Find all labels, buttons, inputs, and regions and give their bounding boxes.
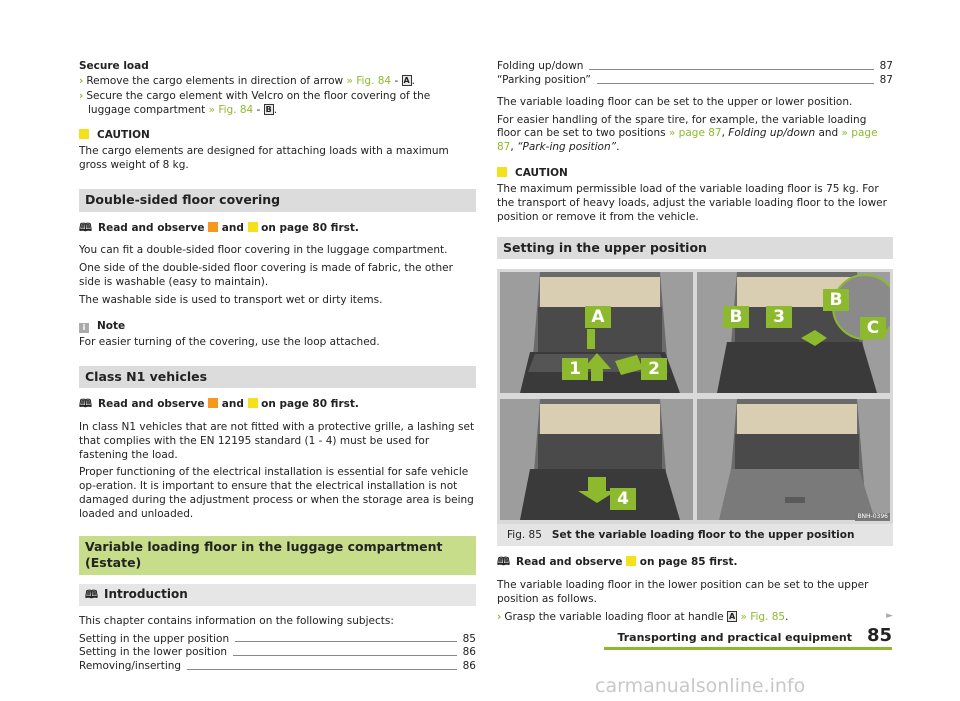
toc-item[interactable]: “Parking position” 87 xyxy=(497,73,893,86)
book-icon: 🕮 xyxy=(79,397,92,411)
chevron-icon: › xyxy=(497,610,502,623)
book-icon: 🕮 xyxy=(85,587,98,601)
section-class-n1: Class N1 vehicles xyxy=(79,366,476,389)
caution-text: The maximum permissible load of the variable loading floor is 75 kg. For the transport of heavy loads, adjust the variable loading floor to the lower position or remove it from the vehicle. xyxy=(497,183,887,223)
key-a: A xyxy=(403,75,410,85)
section-variable-floor: Variable loading floor in the luggage compartment (Estate) xyxy=(79,536,476,575)
arrow-flip-2 xyxy=(615,355,643,375)
fig84-link[interactable]: » Fig. 84 xyxy=(346,74,392,87)
section-double-sided-floor: Double-sided floor covering xyxy=(79,189,476,212)
page87-link[interactable]: » page 87 xyxy=(668,127,722,140)
warning-orange-icon xyxy=(208,398,218,408)
secure-load-heading: Secure load xyxy=(79,60,149,72)
toc-item[interactable]: Removing/inserting 86 xyxy=(79,660,476,673)
chevron-icon: › xyxy=(79,89,84,102)
paragraph: The washable side is used to transport wet or dirty items. xyxy=(79,293,383,306)
figure-label: 2 xyxy=(641,358,667,380)
figure-label: 3 xyxy=(766,306,792,328)
paragraph: Proper functioning of the electrical installation is essential for safe vehicle op-eration. It is important to ensure that the electrical installation is not damaged during the adjustment process or when the storage area is being loaded and unloaded. xyxy=(79,466,474,521)
paragraph: The variable loading floor can be set to the upper or lower position. xyxy=(497,95,853,108)
section-upper-position: Setting in the upper position xyxy=(497,237,893,260)
paragraph: One side of the double-sided floor covering is made of fabric, the other side is washable (easy to maintain). xyxy=(79,262,453,289)
chevron-icon: › xyxy=(79,74,84,87)
fig85-link[interactable]: » Fig. 85 xyxy=(737,610,786,623)
key-b: B xyxy=(265,104,272,114)
note-heading: i Note xyxy=(79,320,476,334)
warning-yellow-icon xyxy=(626,556,636,566)
note-text: For easier turning of the covering, use the loop attached. xyxy=(79,335,380,348)
page-footer xyxy=(604,626,892,646)
figure-label: A xyxy=(585,306,611,328)
paragraph: In class N1 vehicles that are not fitted with a protective grille, a lashing set that complies with the EN 12195 standard (1 - 4) must be used for fastening the load. xyxy=(79,420,475,461)
figure-label: 1 xyxy=(562,358,588,380)
figure-label: B xyxy=(723,306,749,328)
toc-item[interactable]: Folding up/down 87 xyxy=(497,60,893,72)
toc-item[interactable]: Setting in the lower position 86 xyxy=(79,646,476,659)
watermark: carmanualsonline.info xyxy=(595,675,806,697)
key-a: A xyxy=(729,611,736,621)
read-observe-line: 🕮 Read and observe and on page 80 first. xyxy=(79,220,359,234)
left-column xyxy=(79,60,476,674)
figure-label: C xyxy=(860,317,886,339)
right-column xyxy=(497,60,893,629)
warning-yellow-icon xyxy=(248,222,258,232)
figure-label: B xyxy=(823,289,849,311)
paragraph: The variable loading floor in the lower position can be set to the upper position as follows. xyxy=(497,578,869,605)
step-grasp-handle: › Grasp the variable loading floor at handle A » Fig. 85. ► xyxy=(497,610,893,623)
figure-85 xyxy=(497,269,893,524)
read-observe-line: 🕮 Read and observe on page 85 first. xyxy=(497,555,738,569)
figure-caption: Fig. 85 Set the variable loading floor to the upper position xyxy=(497,524,893,546)
warning-yellow-icon xyxy=(248,398,258,408)
intro-text: This chapter contains information on the following subjects: xyxy=(79,614,394,627)
caution-text: The cargo elements are designed for attaching loads with a maximum gross weight of 8 kg. xyxy=(79,145,449,172)
introduction-heading: 🕮 Introduction xyxy=(79,584,476,606)
figure-code: BNH-0396 xyxy=(857,513,888,521)
paragraph: For easier handling of the spare tire, for example, the variable loading floor can be set to two positions » page 87, Folding up/down and » page 87, “Park-ing position”. xyxy=(497,113,878,154)
footer-title: Transporting and practical equipment xyxy=(617,631,852,644)
page-number: 85 xyxy=(866,625,892,646)
warning-icon xyxy=(497,167,507,177)
caution-heading: CAUTION xyxy=(79,129,476,143)
bullet-secure-velcro: › Secure the cargo element with Velcro on the floor covering of the luggage compartment » Fig. 84 - B . xyxy=(79,89,431,116)
caution-heading: CAUTION xyxy=(497,167,893,181)
info-icon: i xyxy=(79,323,89,333)
paragraph: You can fit a double-sided floor covering in the luggage compartment. xyxy=(79,244,448,257)
page87-link[interactable]: » page 87 xyxy=(497,127,878,154)
toc-item[interactable]: Setting in the upper position 85 xyxy=(79,632,476,645)
read-observe-line: 🕮 Read and observe and on page 80 first. xyxy=(79,397,359,411)
book-icon: 🕮 xyxy=(79,220,92,234)
figure-label: 4 xyxy=(610,488,636,510)
arrow-up-a xyxy=(587,329,595,349)
fig84-link[interactable]: » Fig. 84 xyxy=(208,103,254,116)
continue-arrow-icon: ► xyxy=(886,610,893,621)
warning-orange-icon xyxy=(208,222,218,232)
book-icon: 🕮 xyxy=(497,555,510,569)
warning-icon xyxy=(79,129,89,139)
bullet-remove-cargo: › Remove the cargo elements in direction of arrow » Fig. 84 - A . xyxy=(79,74,415,87)
footer-rule xyxy=(604,647,892,651)
